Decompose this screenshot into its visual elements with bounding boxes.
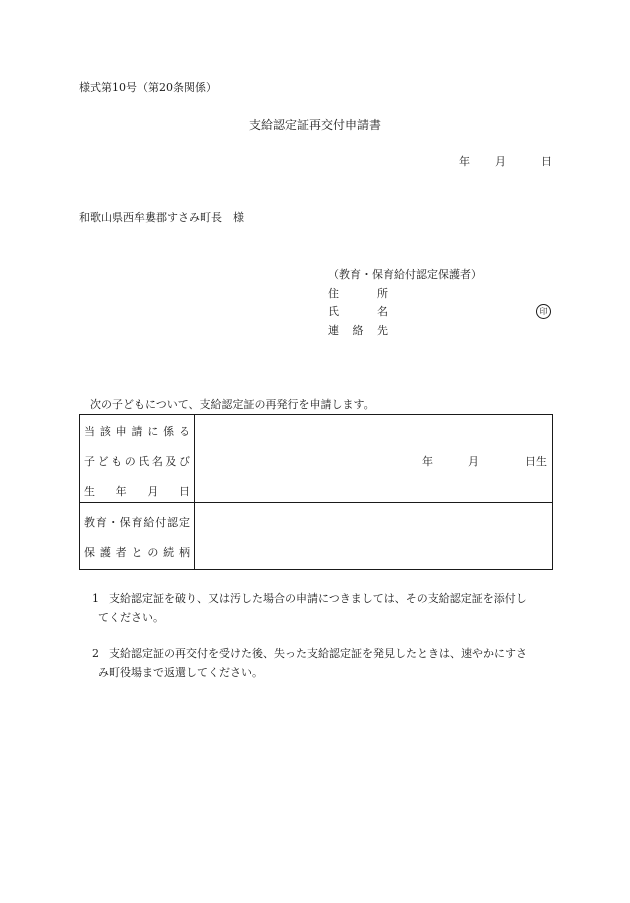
name-row [328,305,388,319]
date-month: 月 [495,155,506,168]
note-2-line-1: 支給認定証の再交付を受けた後、失った支給認定証を発見したときは、速やかにすさ [109,647,527,660]
name-label: 氏名 [328,305,388,318]
note-1 [92,589,557,627]
note-2-number: 2 [92,647,99,660]
note-1-number: 1 [92,592,99,605]
note-1-line-1: 支給認定証を破り、又は汚した場合の申請につきましては、その支給認定証を添付し [109,592,527,605]
child-label-line-2: 子どもの氏名及び [84,455,190,468]
child-value-cell[interactable] [195,415,553,503]
seal-mark: 印 [536,304,551,319]
address-label: 住所 [328,287,388,300]
birth-month: 月 [468,455,479,468]
contact-label: 連絡先 [328,324,388,337]
table-row-child [80,415,553,503]
document-title: 支給認定証再交付申請書 [248,118,381,132]
birth-year: 年 [422,455,433,468]
addressee: 和歌山県西牟婁郡すさみ町長 様 [79,211,244,224]
date-year: 年 [459,155,470,168]
child-label-line-1: 当該申請に係る [84,425,190,438]
note-1-line-2: てください。 [98,611,164,624]
application-table [79,414,553,570]
date-day: 日 [541,155,552,168]
relationship-label-cell [80,503,195,570]
relationship-label-line-1: 教育・保育給付認定 [84,516,190,529]
birth-day: 日生 [525,455,547,468]
form-number: 様式第10号（第20条関係） [79,81,217,94]
contact-row [328,324,388,338]
address-row [328,287,388,301]
relationship-value-cell[interactable] [195,503,553,570]
table-row-relationship [80,503,553,570]
intro-text: 次の子どもについて、支給認定証の再発行を申請します。 [90,398,375,411]
note-2-line-2: み町役場まで返還してください。 [98,666,263,679]
child-label-cell [80,415,195,503]
applicant-heading: （教育・保育給付認定保護者） [328,268,482,281]
note-2 [92,644,557,682]
child-label-line-3: 生年月日 [84,485,190,498]
relationship-label-line-2: 保護者との続柄 [84,546,190,559]
